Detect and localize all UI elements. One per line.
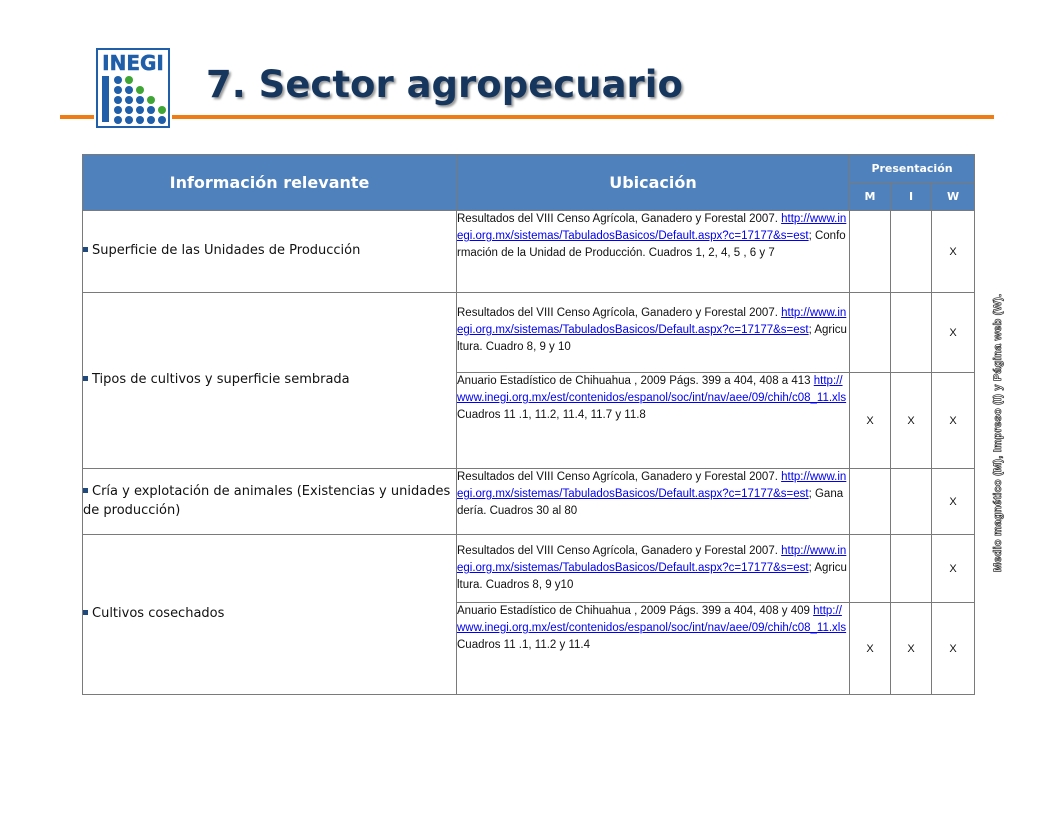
source-detail: ; Ganadería. Cuadros 30 al 80 (457, 488, 844, 517)
source-text: Resultados del VIII Censo Agrícola, Ganadero y Forestal 2007. (457, 307, 782, 319)
mark-i: X (891, 603, 932, 695)
mark-m (850, 469, 891, 535)
topic-label: Cría y explotación de animales (Existencias y unidades de producción) (83, 483, 451, 518)
source-text: Resultados del VIII Censo Agrícola, Ganadero y Forestal 2007. (457, 213, 782, 225)
source-detail: Cuadros 11 .1, 11.2 y 11.4 (457, 639, 590, 651)
svg-text:INEGI: INEGI (102, 51, 164, 75)
source-detail: ; Agricultura. Cuadro 8, 9 y 10 (457, 324, 847, 353)
mark-w: X (932, 603, 975, 695)
topic-cell (83, 535, 457, 695)
location-cell (457, 211, 850, 293)
bullet-icon (83, 376, 88, 381)
mark-i (891, 535, 932, 603)
source-link[interactable]: http://www.inegi.org.mx/sistemas/TabuladosBasicos/Default.aspx?c=17177&s=est (457, 213, 847, 242)
source-detail: Cuadros 11 .1, 11.2, 11.4, 11.7 y 11.8 (457, 409, 646, 421)
source-text: Resultados del VIII Censo Agrícola, Ganadero y Forestal 2007. (457, 545, 782, 557)
topic-cell (83, 469, 457, 535)
bullet-icon (83, 247, 88, 252)
table-row (83, 293, 975, 373)
mark-m (850, 293, 891, 373)
mark-i: X (891, 373, 932, 469)
source-detail: ; Conformación de la Unidad de Producción. Cuadros 1, 2, 4, 5 , 6 y 7 (457, 230, 846, 259)
header-location: Ubicación (457, 155, 850, 211)
mark-m (850, 211, 891, 293)
location-cell (457, 293, 850, 373)
source-text: Resultados del VIII Censo Agrícola, Ganadero y Forestal 2007. (457, 471, 782, 483)
mark-w: X (932, 293, 975, 373)
mark-m: X (850, 603, 891, 695)
mark-w: X (932, 469, 975, 535)
table-row (83, 211, 975, 293)
side-note: Medio magnético (M), Impreso (I) y Página web (W). (992, 293, 1004, 572)
mark-i (891, 293, 932, 373)
source-link[interactable]: http://www.inegi.org.mx/est/contenidos/espanol/soc/int/nav/aee/09/chih/c08_11.xls (457, 375, 847, 404)
bullet-icon (83, 610, 88, 615)
source-text: Anuario Estadístico de Chihuahua , 2009 Págs. 399 a 404, 408 y 409 (457, 605, 814, 617)
topic-cell (83, 211, 457, 293)
location-cell (457, 603, 850, 695)
accent-line-left (60, 115, 94, 119)
source-link[interactable]: http://www.inegi.org.mx/sistemas/TabuladosBasicos/Default.aspx?c=17177&s=est (457, 471, 847, 500)
header-i: I (891, 183, 932, 211)
mark-w: X (932, 535, 975, 603)
source-link[interactable]: http://www.inegi.org.mx/sistemas/TabuladosBasicos/Default.aspx?c=17177&s=est (457, 545, 847, 574)
source-detail: ; Agricultura. Cuadros 8, 9 y10 (457, 562, 847, 591)
location-cell (457, 535, 850, 603)
topic-label: Tipos de cultivos y superficie sembrada (92, 372, 350, 388)
header-w: W (932, 183, 975, 211)
source-link[interactable]: http://www.inegi.org.mx/est/contenidos/espanol/soc/int/nav/aee/09/chih/c08_11.xls (457, 605, 847, 634)
accent-line-right (172, 115, 994, 119)
header-presentation: Presentación (850, 155, 975, 183)
inegi-logo (96, 48, 170, 128)
topic-label: Cultivos cosechados (92, 606, 225, 622)
page-title: 7. Sector agropecuario (206, 63, 683, 106)
header-m: M (850, 183, 891, 211)
mark-w: X (932, 373, 975, 469)
source-link[interactable]: http://www.inegi.org.mx/sistemas/TabuladosBasicos/Default.aspx?c=17177&s=est (457, 307, 847, 336)
location-cell (457, 373, 850, 469)
mark-i (891, 211, 932, 293)
source-text: Anuario Estadístico de Chihuahua , 2009 Págs. 399 a 404, 408 a 413 (457, 375, 814, 387)
mark-i (891, 469, 932, 535)
header-info: Información relevante (83, 155, 457, 211)
table-row (83, 535, 975, 603)
topic-cell (83, 293, 457, 469)
bullet-icon (83, 488, 88, 493)
table-row (83, 469, 975, 535)
mark-m: X (850, 373, 891, 469)
topic-label: Superficie de las Unidades de Producción (92, 243, 361, 259)
mark-m (850, 535, 891, 603)
info-table (82, 154, 975, 695)
location-cell (457, 469, 850, 535)
mark-w: X (932, 211, 975, 293)
